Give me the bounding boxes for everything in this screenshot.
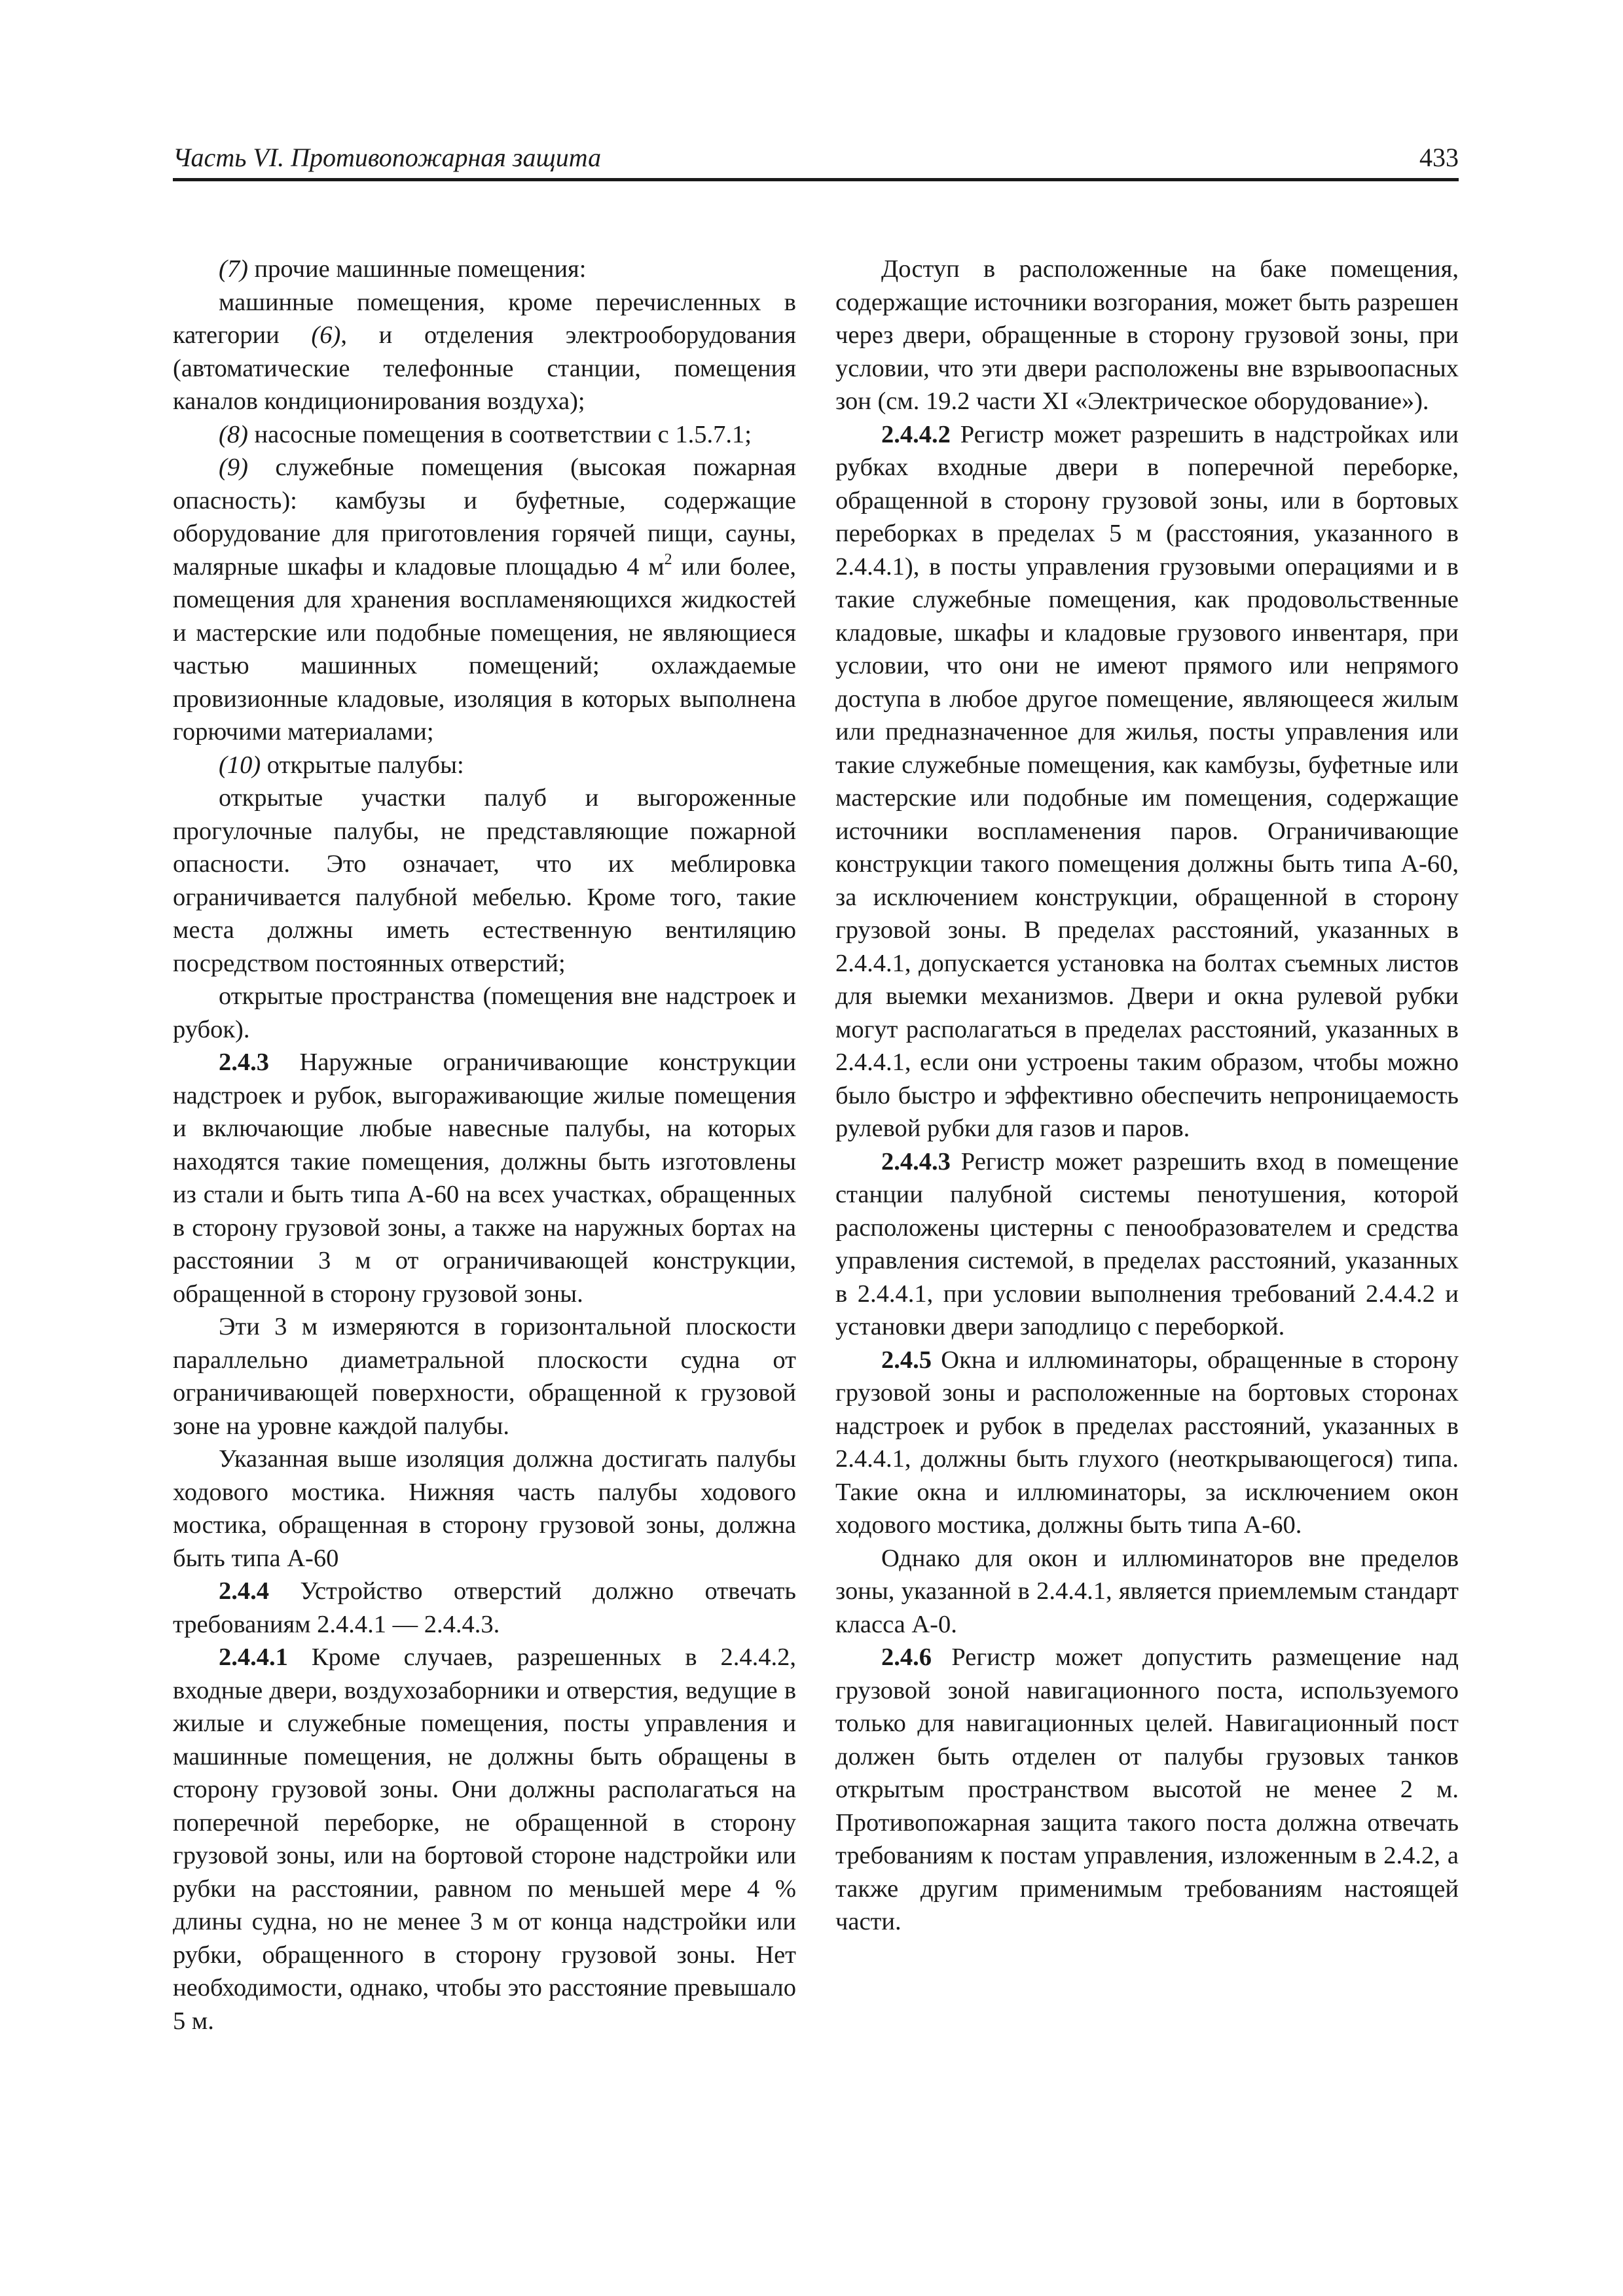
section-number: 2.4.4 — [219, 1577, 269, 1605]
paragraph: машинные помещения, кроме перечисленных в категории (6), и отделения электрооборудования (автоматические телефонные станции, помещения каналов кондиционирования воздуха); — [173, 288, 796, 415]
paragraph: Эти 3 м измеряются в горизонтальной плоскости параллельно диаметральной плоскости судна от ограничивающей поверхности, обращенной к грузовой зоне на уровне каждой палубы. — [173, 1313, 796, 1440]
item-number: (9) — [219, 454, 248, 481]
paragraph: 2.4.6 Регистр может допустить размещение над грузовой зоной навигационного поста, используемого только для навигационных целей. Навигационный пост должен быть отделен от палубы грузовых танков открытым пространством высотой не менее 2 м. Противопожарная защита такого поста должна отвечать требованиям к постам управления, изложенным в 2.4.2, а также другим применимым требованиям настоящей части. — [835, 1643, 1459, 1935]
header-title: Часть VI. Противопожарная защита — [173, 143, 602, 172]
paragraph: 2.4.4.3 Регистр может разрешить вход в помещение станции палубной системы пенотушения, которой расположены цистерны с пенообразователем и средства управления системой, в пределах расстояний, указанных в 2.4.4.1, при условии выполнения требований 2.4.4.2 и установки двери заподлицо с переборкой. — [835, 1147, 1459, 1340]
paragraph: 2.4.4 Устройство отверстий должно отвечать требованиям 2.4.4.1 — 2.4.4.3. — [173, 1577, 796, 1638]
item-number: (7) — [219, 255, 248, 283]
section-number: 2.4.3 — [219, 1049, 269, 1076]
section-number: 2.4.6 — [881, 1643, 932, 1671]
paragraph: (9) служебные помещения (высокая пожарная опасность): камбузы и буфетные, содержащие оборудование для приготовления горячей пищи, сауны, малярные шкафы и кладовые площадью 4 $м^2$ или более, помещения для хранения воспламеняющихся жидкостей и мастерские или подобные помещения, не являющиеся частью машинных помещений; охлаждаемые провизионные кладовые, изоляция в которых выполнена горючими материалами; — [173, 454, 796, 745]
paragraph: (7) прочие машинные помещения: — [219, 255, 587, 283]
left-column — [173, 253, 796, 2037]
section-number: 2.4.4.2 — [881, 420, 951, 448]
section-number: 2.4.4.3 — [881, 1147, 951, 1175]
paragraph: 2.4.3 Наружные ограничивающие конструкции надстроек и рубок, выгораживающие жилые помещения и включающие любые навесные палубы, на которых находятся такие помещения, должны быть изготовлены из стали и быть типа А-60 на всех участках, обращенных в сторону грузовой зоны, а также на наружных бортах на расстоянии 3 м от ограничивающей конструкции, обращенной в сторону грузовой зоны. — [173, 1049, 796, 1308]
paragraph: Указанная выше изоляция должна достигать палубы ходового мостика. Нижняя часть палубы ходового мостика, обращенная в сторону грузовой зоны, должна быть типа А-60 — [173, 1445, 796, 1572]
paragraph: открытые пространства (помещения вне надстроек и рубок). — [173, 982, 796, 1043]
paragraph: Однако для окон и иллюминаторов вне пределов зоны, указанной в 2.4.4.1, является приемлемым стандарт класса А-0. — [835, 1544, 1459, 1638]
paragraph: (8) насосные помещения в соответствии с 1.5.7.1; — [219, 420, 752, 448]
paragraph: 2.4.4.1 Кроме случаев, разрешенных в 2.4.4.2, входные двери, воздухозаборники и отверстия, ведущие в жилые и служебные помещения, посты управления и машинные помещения, не должны быть обращены в сторону грузовой зоны. Они должны располагаться на поперечной переборке, не обращенной в сторону грузовой зоны, или на бортовой стороне надстройки или рубки на расстоянии, равном по меньшей мере 4 % длины судна, но не менее 3 м от конца надстройки или рубки, обращенного в сторону грузовой зоны. Нет необходимости, однако, чтобы это расстояние превышало 5 м. — [173, 1643, 796, 2035]
section-number: 2.4.5 — [881, 1346, 932, 1374]
item-number: (10) — [219, 751, 261, 779]
paragraph: 2.4.5 Окна и иллюминаторы, обращенные в сторону грузовой зоны и расположенные на бортовых сторонах надстроек и рубок в пределах расстояний, указанных в 2.4.4.1, должны быть глухого (неоткрывающегося) типа. Такие окна и иллюминаторы, за исключением окон ходового мостика, должны быть типа А-60. — [835, 1346, 1459, 1539]
paragraph: открытые участки палуб и выгороженные прогулочные палубы, не представляющие пожарной опасности. Это означает, что их меблировка ограничивается палубной мебелью. Кроме того, такие места должны иметь естественную вентиляцию посредством постоянных отверстий; — [173, 784, 796, 977]
section-number: 2.4.4.1 — [219, 1643, 288, 1671]
item-number: (8) — [219, 420, 248, 448]
paragraph: 2.4.4.2 Регистр может разрешить в надстройках или рубках входные двери в поперечной переборке, обращенной в сторону грузовой зоны, или в бортовых переборках в пределах 5 м (расстояния, указанного в 2.4.4.1), в посты управления грузовыми операциями и в такие служебные помещения, как продовольственные кладовые, шкафы и кладовые грузового инвентаря, при условии, что они не имеют прямого или непрямого доступа в любое другое помещение, являющееся жилым или предназначенное для жилья, посты управления или такие служебные помещения, как камбузы, буфетные или мастерские или подобные им помещения, содержащие источники воспламенения паров. Ограничивающие конструкции такого помещения должны быть типа А-60, за исключением конструкции, обращенной в сторону грузовой зоны. В пределах расстояний, указанных в 2.4.4.1, допускается установка на болтах съемных листов для выемки механизмов. Двери и окна рулевой рубки могут располагаться в пределах расстояний, указанных в 2.4.4.1, если они устроены таким образом, чтобы можно было быстро и эффективно обеспечить непроницаемость рулевой рубки для газов и паров. — [835, 420, 1459, 1142]
superscript: 2 — [664, 550, 672, 568]
running-header — [173, 143, 1459, 181]
paragraph: Доступ в расположенные на баке помещения, содержащие источники возгорания, может быть разрешен через двери, обращенные в сторону грузовой зоны, при условии, что эти двери расположены вне взрывоопасных зон (см. 19.2 части XI «Электрическое оборудование»). — [835, 255, 1459, 415]
item-ref: (6) — [311, 321, 341, 349]
page-number: 433 — [1419, 143, 1459, 172]
right-column — [835, 253, 1459, 1939]
paragraph: (10) открытые палубы: — [219, 751, 464, 779]
